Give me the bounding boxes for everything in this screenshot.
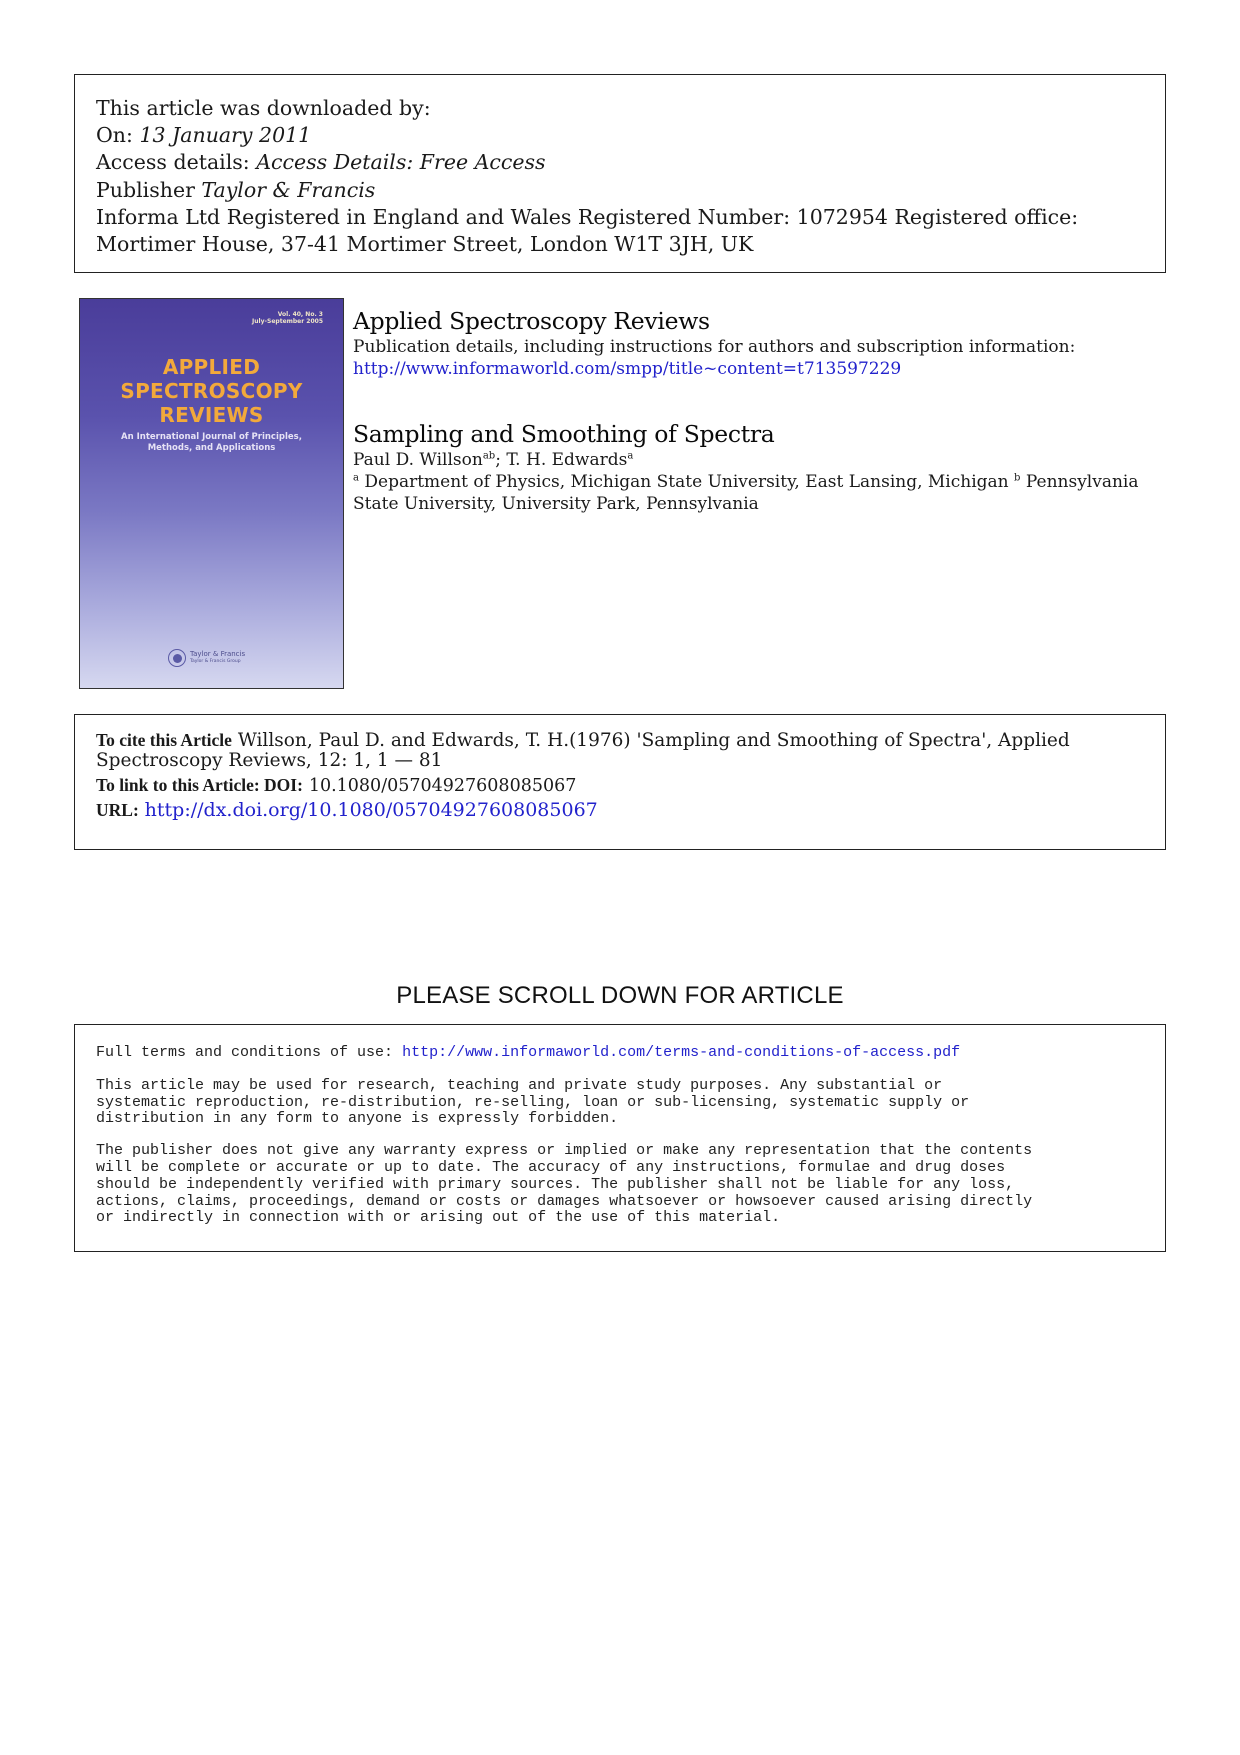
terms-usage-paragraph: This article may be used for research, teaching and private study purposes. Any substantial or systematic reproduction, re-distribution, re-selling, loan or sub-licensing, systematic supply or distribution in any form to anyone is expressly forbidden. — [96, 1076, 970, 1128]
download-info-box — [74, 74, 1166, 273]
cover-title-line: SPECTROSCOPY — [120, 379, 303, 403]
author-name: Paul D. Willson — [353, 450, 483, 470]
article-authors: Paul D. Willson$^{ab}$; T. H. Edwards$^a$ — [353, 450, 634, 470]
cite-label: To cite this Article — [96, 730, 232, 750]
terms-warranty-paragraph: The publisher does not give any warranty express or implied or make any representation that the contents will be complete or accurate or up to date. The accuracy of any instructions, formulae and drug doses should be independently verified with primary sources. The publisher shall not be liable for any loss, actions, claims, proceedings, demand or costs or damages whatsoever or howsoever caused arising directly or indirectly in connection with or arising out of the use of this material. — [96, 1142, 1033, 1227]
download-date — [96, 122, 1145, 149]
publisher-logo-icon — [168, 649, 186, 667]
download-date-value: 13 January 2011 — [139, 123, 312, 148]
cite-text: Willson, Paul D. and Edwards, T. H.(1976) 'Sampling and Smoothing of Spectra', Applied Spectroscopy Reviews, 12: 1, 1 — 81 — [96, 730, 1070, 771]
scroll-notice: PLEASE SCROLL DOWN FOR ARTICLE — [396, 982, 844, 1009]
terms-url-link[interactable]: http://www.informaworld.com/terms-and-conditions-of-access.pdf — [402, 1044, 961, 1061]
cover-volume-date: July-September 2005 — [252, 318, 323, 325]
publisher-logo-subtext: Taylor & Francis Group — [190, 659, 241, 664]
cover-volume-number: Vol. 40, No. 3 — [277, 311, 323, 318]
journal-info — [353, 306, 1173, 380]
terms-line — [96, 1045, 1145, 1062]
registration-text: Informa Ltd Registered in England and Wales Registered Number: 1072954 Registered office: Mortimer House, 37-41 Mortimer Street, London W1T 3JH, UK — [96, 204, 1079, 257]
journal-title: Applied Spectroscopy Reviews — [353, 307, 710, 335]
article-affiliations — [353, 471, 1173, 515]
cover-title-line: APPLIED — [162, 355, 261, 379]
url-row — [96, 800, 1145, 821]
access-details-label: Access details: — [96, 150, 250, 175]
cover-volume — [252, 311, 323, 325]
author-affiliation-marker: a — [627, 450, 634, 462]
article-title: Sampling and Smoothing of Spectra — [353, 420, 775, 448]
journal-cover-image — [79, 298, 344, 689]
publisher-logo-text: Taylor & Francis — [190, 650, 246, 658]
publisher-logo — [168, 649, 245, 667]
citation-box — [74, 714, 1166, 850]
affiliation-marker: b — [1014, 472, 1021, 484]
downloaded-by-text: This article was downloaded by: — [96, 96, 431, 120]
publisher-value: Taylor & Francis — [201, 177, 376, 202]
affiliation-marker: a — [353, 472, 359, 484]
publisher-label: Publisher — [96, 177, 195, 202]
cover-title — [80, 355, 343, 427]
terms-box — [74, 1024, 1166, 1252]
download-date-label: On: — [96, 123, 133, 148]
affiliation-a: Department of Physics, Michigan State University, East Lansing, Michigan — [358, 472, 1015, 492]
cover-subtitle: An International Journal of Principles, Methods, and Applications — [121, 432, 302, 453]
url-label: URL: — [96, 800, 139, 820]
doi-label: To link to this Article: DOI: — [96, 775, 303, 795]
cite-row — [96, 730, 1145, 771]
author-name: T. H. Edwards — [506, 450, 628, 470]
author-affiliation-marker: ab — [482, 450, 496, 462]
journal-url-link[interactable]: http://www.informaworld.com/smpp/title~content=t713597229 — [353, 359, 902, 379]
doi-value: 10.1080/05704927608085067 — [308, 776, 577, 796]
access-details-value: Access Details: Free Access — [256, 150, 546, 175]
cover-title-line: REVIEWS — [159, 403, 264, 427]
journal-details: Publication details, including instructions for authors and subscription information: — [353, 337, 1076, 357]
doi-url-link[interactable]: http://dx.doi.org/10.1080/05704927608085067 — [144, 799, 598, 821]
terms-label: Full terms and conditions of use: — [96, 1044, 403, 1061]
publisher — [96, 177, 1145, 204]
affiliation-b: Pennsylvania State University, University Park, Pennsylvania — [353, 472, 1139, 514]
access-details — [96, 149, 1145, 176]
doi-row — [96, 775, 1145, 796]
article-info — [353, 419, 1173, 515]
